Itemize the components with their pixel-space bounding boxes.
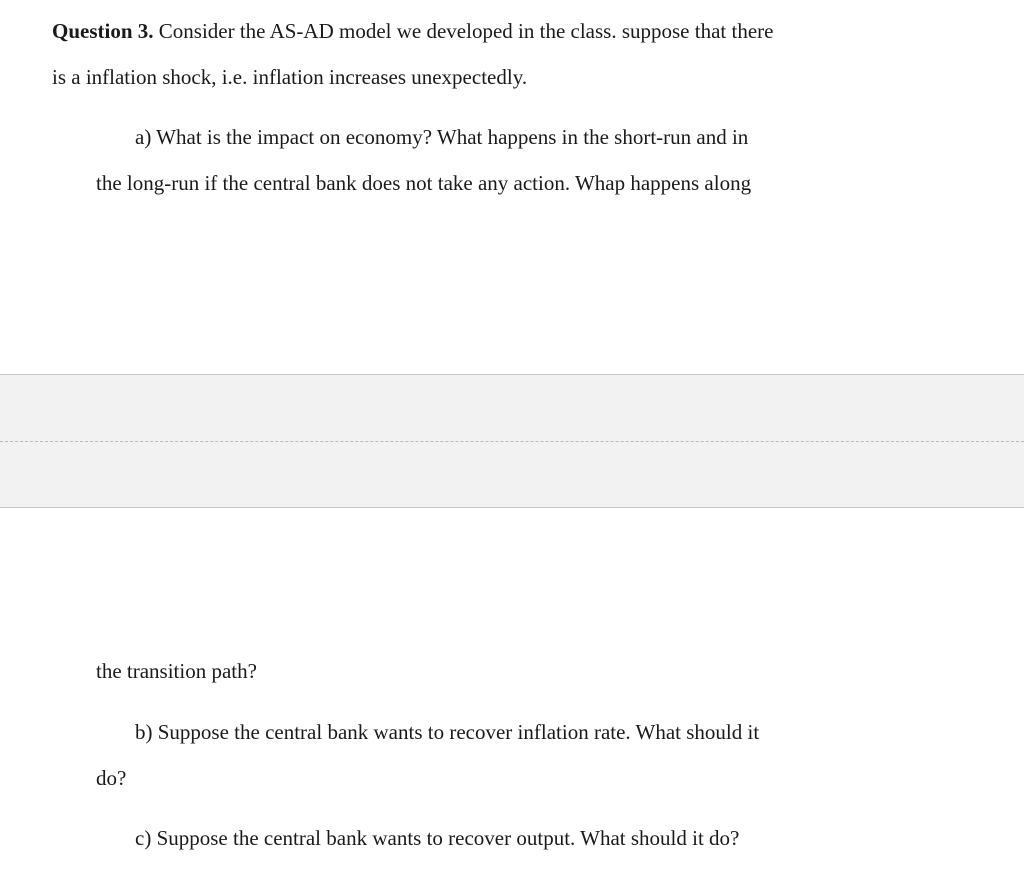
part-a-line-1: a) What is the impact on economy? What happens in the short-run and in bbox=[135, 125, 749, 149]
part-a-line-3: the transition path? bbox=[96, 659, 257, 683]
question-intro-text: Consider the AS-AD model we developed in the class. suppose that there bbox=[158, 19, 774, 43]
part-c-line-1: c) Suppose the central bank wants to recover output. What should it do? bbox=[135, 826, 740, 850]
page-break-separator bbox=[0, 374, 1024, 508]
part-b-line-1: b) Suppose the central bank wants to recover inflation rate. What should it bbox=[135, 720, 760, 744]
part-a-line-2: the long-run if the central bank does not take any action. Whap happens along bbox=[96, 171, 752, 195]
question-intro-line-1 bbox=[52, 17, 773, 45]
question-label: Question 3. bbox=[52, 19, 154, 43]
part-b-line-2: do? bbox=[96, 766, 127, 790]
question-intro-line-2: is a inflation shock, i.e. inflation increases unexpectedly. bbox=[52, 65, 528, 89]
page-break-dashed-line bbox=[0, 441, 1024, 442]
